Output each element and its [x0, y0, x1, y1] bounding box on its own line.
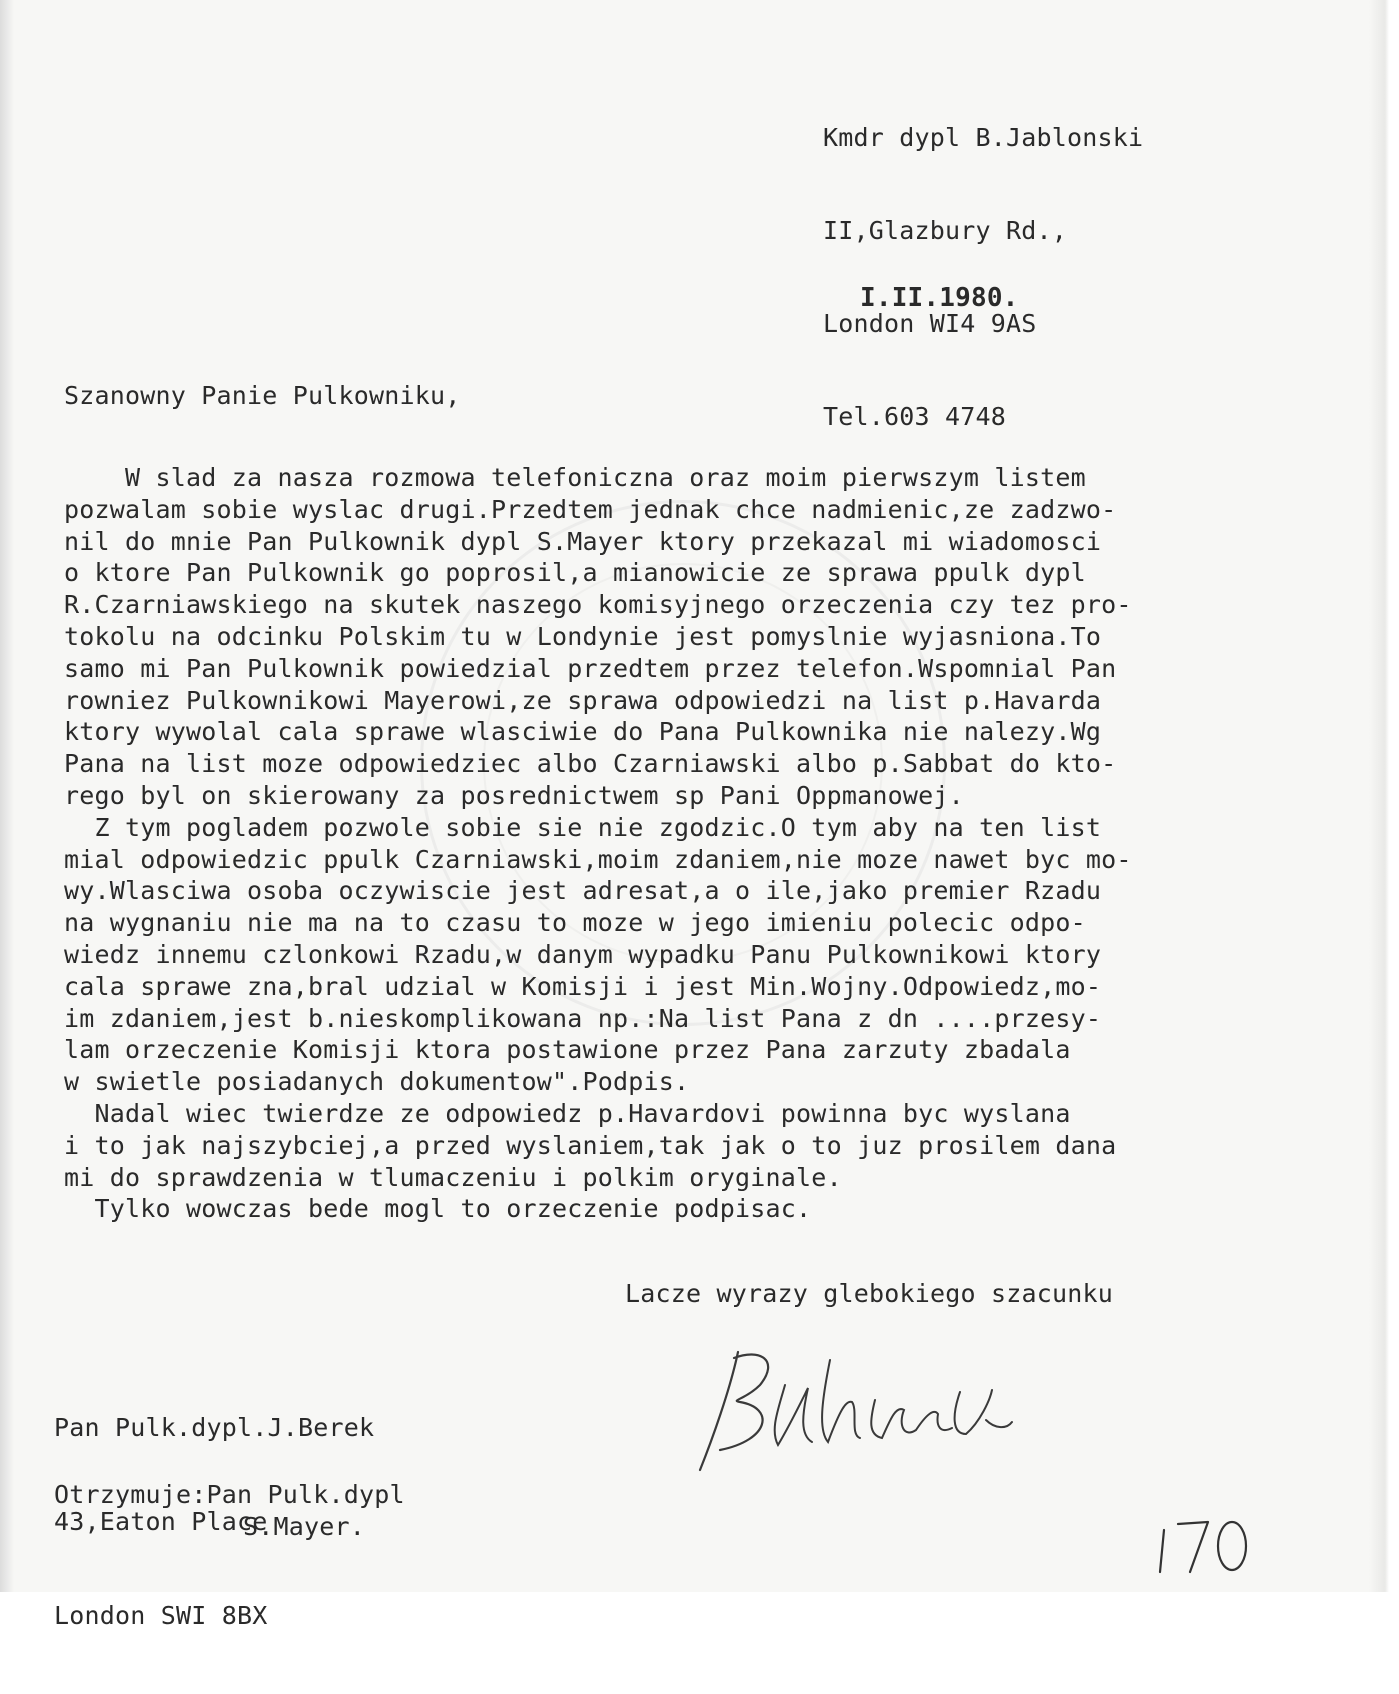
sender-line: II,Glazbury Rd., — [823, 216, 1068, 245]
body-line: mi do sprawdzenia w tlumaczeniu i polkim oryginale. — [64, 1162, 842, 1192]
scan-edge-right — [1369, 0, 1399, 1600]
body-line: im zdaniem,jest b.nieskomplikowana np.:Na list Pana z dn ....przesy- — [64, 1003, 1102, 1033]
sender-address — [823, 60, 1143, 494]
body-line: lam orzeczenie Komisji ktora postawione przez Pana zarzuty zbadala — [64, 1035, 1071, 1065]
sender-line: London WI4 9AS — [823, 309, 1037, 338]
body-line: Tylko wowczas bede mogl to orzeczenie podpisac. — [64, 1194, 812, 1224]
letter-date: I.II.1980. — [860, 283, 1019, 313]
cc-line-2: S.Mayer. — [243, 1512, 366, 1541]
body-line: tokolu na odcinku Polskim tu w Londynie jest pomyslnie wyjasniona.To — [64, 621, 1102, 651]
addressee-line: 43,Eaton Place — [54, 1507, 268, 1536]
body-line: nil do mnie Pan Pulkownik dypl S.Mayer ktory przekazal mi wiadomosci — [64, 526, 1102, 556]
cc-line-1: Otrzymuje:Pan Pulk.dypl — [54, 1480, 405, 1509]
body-line: mial odpowiedzic ppulk Czarniawski,moim zdaniem,nie moze nawet byc mo- — [64, 844, 1132, 874]
body-line: R.Czarniawskiego na skutek naszego komisyjnego orzeczenia czy tez pro- — [64, 590, 1132, 620]
body-line: pozwalam sobie wyslac drugi.Przedtem jednak chce nadmienic,ze zadzwo- — [64, 494, 1117, 524]
body-line: rowniez Pulkownikowi Mayerowi,ze sprawa odpowiedzi na list p.Havarda — [64, 685, 1102, 715]
body-line: ktory wywolal cala sprawe wlasciwie do Pana Pulkownika nie nalezy.Wg — [64, 717, 1102, 747]
closing-line: Lacze wyrazy glebokiego szacunku — [625, 1279, 1114, 1308]
body-line: W slad za nasza rozmowa telefoniczna oraz moim pierwszym listem — [64, 463, 1086, 492]
salutation: Szanowny Panie Pulkowniku, — [64, 381, 461, 410]
body-line: wiedz innemu czlonkowi Rzadu,w danym wypadku Panu Pulkownikowi ktory — [64, 939, 1102, 969]
body-line: i to jak najszybciej,a przed wyslaniem,tak jak o to juz prosilem dana — [64, 1130, 1117, 1160]
body-line: w swietle posiadanych dokumentow".Podpis. — [64, 1067, 690, 1097]
letter-body — [64, 462, 1132, 1225]
body-line: rego byl on skierowany za posrednictwem sp Pani Oppmanowej. — [64, 780, 964, 810]
body-line: wy.Wlasciwa osoba oczywiscie jest adresat,a o ile,jako premier Rzadu — [64, 876, 1102, 906]
handwritten-signature — [690, 1330, 1070, 1480]
handwritten-page-number — [1150, 1510, 1260, 1580]
addressee-line: Pan Pulk.dypl.J.Berek — [54, 1413, 375, 1442]
body-line: o ktore Pan Pulkownik go poprosil,a mianowicie ze sprawa ppulk dypl — [64, 558, 1086, 588]
addressee-line: London SWI 8BX — [54, 1601, 268, 1630]
body-line: Nadal wiec twierdze ze odpowiedz p.Havardovi powinna byc wyslana — [64, 1098, 1071, 1128]
sender-line: Kmdr dypl B.Jablonski — [823, 123, 1144, 152]
body-line: samo mi Pan Pulkownik powiedzial przedtem przez telefon.Wspomnial Pan — [64, 653, 1117, 683]
body-line: na wygnaniu nie ma na to czasu to moze w jego imieniu polecic odpo- — [64, 908, 1086, 938]
body-line: Z tym pogladem pozwole sobie sie nie zgodzic.O tym aby na ten list — [64, 812, 1102, 842]
scan-edge-left — [0, 0, 14, 1600]
body-line: Pana na list moze odpowiedziec albo Czarniawski albo p.Sabbat do kto- — [64, 749, 1117, 779]
body-line: cala sprawe zna,bral udzial w Komisji i jest Min.Wojny.Odpowiedz,mo- — [64, 971, 1102, 1001]
sender-line: Tel.603 4748 — [823, 402, 1007, 431]
